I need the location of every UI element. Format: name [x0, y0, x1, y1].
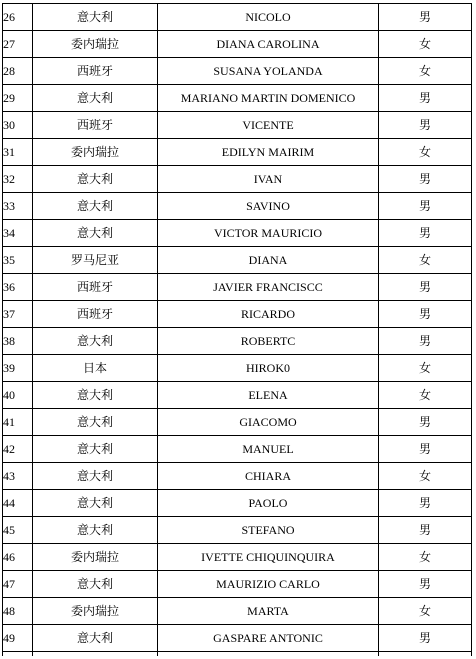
- table-row: [3, 301, 472, 328]
- gender-cell: 男: [379, 409, 472, 436]
- name-cell: CHIARA: [158, 463, 379, 490]
- country-cell: 意大利: [33, 193, 158, 220]
- row-number-cell: 41: [3, 409, 33, 436]
- country-cell: 意大利: [33, 409, 158, 436]
- name-cell: GASPARE ANTONIC: [158, 625, 379, 652]
- name-cell: MARTA: [158, 598, 379, 625]
- row-number-cell: 43: [3, 463, 33, 490]
- row-number-cell: 47: [3, 571, 33, 598]
- table-row: [3, 247, 472, 274]
- row-number-cell: 42: [3, 436, 33, 463]
- empty-cell: [158, 652, 379, 657]
- name-cell: JAVIER FRANCISCC: [158, 274, 379, 301]
- gender-cell: 男: [379, 166, 472, 193]
- row-number-cell: 38: [3, 328, 33, 355]
- row-number-cell: 46: [3, 544, 33, 571]
- row-number-cell: 27: [3, 31, 33, 58]
- country-cell: 委内瑞拉: [33, 31, 158, 58]
- table-row: [3, 31, 472, 58]
- row-number-cell: 31: [3, 139, 33, 166]
- name-cell: VICENTE: [158, 112, 379, 139]
- gender-cell: 男: [379, 274, 472, 301]
- row-number-cell: 30: [3, 112, 33, 139]
- gender-cell: 男: [379, 301, 472, 328]
- gender-cell: 女: [379, 463, 472, 490]
- table-row: [3, 85, 472, 112]
- country-cell: 委内瑞拉: [33, 598, 158, 625]
- table-row: [3, 409, 472, 436]
- table-row: [3, 274, 472, 301]
- row-number-cell: 39: [3, 355, 33, 382]
- country-cell: 西班牙: [33, 301, 158, 328]
- row-number-cell: 40: [3, 382, 33, 409]
- table-row: [3, 58, 472, 85]
- country-cell: 日本: [33, 355, 158, 382]
- country-cell: 意大利: [33, 517, 158, 544]
- country-cell: 委内瑞拉: [33, 544, 158, 571]
- table-row: [3, 517, 472, 544]
- empty-cell: [379, 652, 472, 657]
- empty-cell: [3, 652, 33, 657]
- roster-table: [2, 3, 472, 656]
- country-cell: 意大利: [33, 382, 158, 409]
- table-row: [3, 139, 472, 166]
- country-cell: 意大利: [33, 4, 158, 31]
- country-cell: 意大利: [33, 328, 158, 355]
- name-cell: VICTOR MAURICIO: [158, 220, 379, 247]
- row-number-cell: 33: [3, 193, 33, 220]
- name-cell: SAVINO: [158, 193, 379, 220]
- name-cell: MAURIZIO CARLO: [158, 571, 379, 598]
- table-row: [3, 112, 472, 139]
- country-cell: 委内瑞拉: [33, 139, 158, 166]
- gender-cell: 男: [379, 85, 472, 112]
- country-cell: 西班牙: [33, 58, 158, 85]
- name-cell: SUSANA YOLANDA: [158, 58, 379, 85]
- gender-cell: 男: [379, 112, 472, 139]
- empty-cell: [33, 652, 158, 657]
- gender-cell: 男: [379, 517, 472, 544]
- name-cell: DIANA: [158, 247, 379, 274]
- table-row: [3, 544, 472, 571]
- row-number-cell: 49: [3, 625, 33, 652]
- gender-cell: 女: [379, 544, 472, 571]
- name-cell: ROBERTC: [158, 328, 379, 355]
- gender-cell: 女: [379, 355, 472, 382]
- gender-cell: 女: [379, 598, 472, 625]
- row-number-cell: 26: [3, 4, 33, 31]
- name-cell: DIANA CAROLINA: [158, 31, 379, 58]
- row-number-cell: 37: [3, 301, 33, 328]
- row-number-cell: 32: [3, 166, 33, 193]
- country-cell: 罗马尼亚: [33, 247, 158, 274]
- table-row: [3, 328, 472, 355]
- gender-cell: 女: [379, 382, 472, 409]
- row-number-cell: 28: [3, 58, 33, 85]
- gender-cell: 男: [379, 490, 472, 517]
- country-cell: 意大利: [33, 490, 158, 517]
- table-row: [3, 436, 472, 463]
- country-cell: 意大利: [33, 571, 158, 598]
- row-number-cell: 48: [3, 598, 33, 625]
- row-number-cell: 35: [3, 247, 33, 274]
- table-row: [3, 490, 472, 517]
- country-cell: 意大利: [33, 625, 158, 652]
- name-cell: ELENA: [158, 382, 379, 409]
- table-row: [3, 220, 472, 247]
- table-row-cutoff: [3, 652, 472, 657]
- table-row: [3, 382, 472, 409]
- table-row: [3, 625, 472, 652]
- row-number-cell: 45: [3, 517, 33, 544]
- country-cell: 西班牙: [33, 112, 158, 139]
- name-cell: IVETTE CHIQUINQUIRA: [158, 544, 379, 571]
- name-cell: NICOLO: [158, 4, 379, 31]
- name-cell: MANUEL: [158, 436, 379, 463]
- name-cell: RICARDO: [158, 301, 379, 328]
- table-row: [3, 166, 472, 193]
- table-row: [3, 571, 472, 598]
- gender-cell: 女: [379, 58, 472, 85]
- name-cell: MARIANO MARTIN DOMENICO: [158, 85, 379, 112]
- gender-cell: 男: [379, 220, 472, 247]
- row-number-cell: 29: [3, 85, 33, 112]
- gender-cell: 男: [379, 436, 472, 463]
- name-cell: IVAN: [158, 166, 379, 193]
- name-cell: GIACOMO: [158, 409, 379, 436]
- country-cell: 意大利: [33, 166, 158, 193]
- row-number-cell: 36: [3, 274, 33, 301]
- name-cell: EDILYN MAIRIM: [158, 139, 379, 166]
- table-row: [3, 193, 472, 220]
- table-row: [3, 355, 472, 382]
- name-cell: HIROK0: [158, 355, 379, 382]
- row-number-cell: 34: [3, 220, 33, 247]
- table-row: [3, 4, 472, 31]
- country-cell: 西班牙: [33, 274, 158, 301]
- country-cell: 意大利: [33, 85, 158, 112]
- gender-cell: 男: [379, 193, 472, 220]
- gender-cell: 男: [379, 571, 472, 598]
- gender-cell: 女: [379, 139, 472, 166]
- gender-cell: 女: [379, 247, 472, 274]
- gender-cell: 男: [379, 4, 472, 31]
- country-cell: 意大利: [33, 220, 158, 247]
- name-cell: PAOLO: [158, 490, 379, 517]
- row-number-cell: 44: [3, 490, 33, 517]
- table-row: [3, 463, 472, 490]
- gender-cell: 女: [379, 31, 472, 58]
- country-cell: 意大利: [33, 463, 158, 490]
- country-cell: 意大利: [33, 436, 158, 463]
- gender-cell: 男: [379, 625, 472, 652]
- gender-cell: 男: [379, 328, 472, 355]
- table-row: [3, 598, 472, 625]
- name-cell: STEFANO: [158, 517, 379, 544]
- roster-table-body: [3, 4, 472, 657]
